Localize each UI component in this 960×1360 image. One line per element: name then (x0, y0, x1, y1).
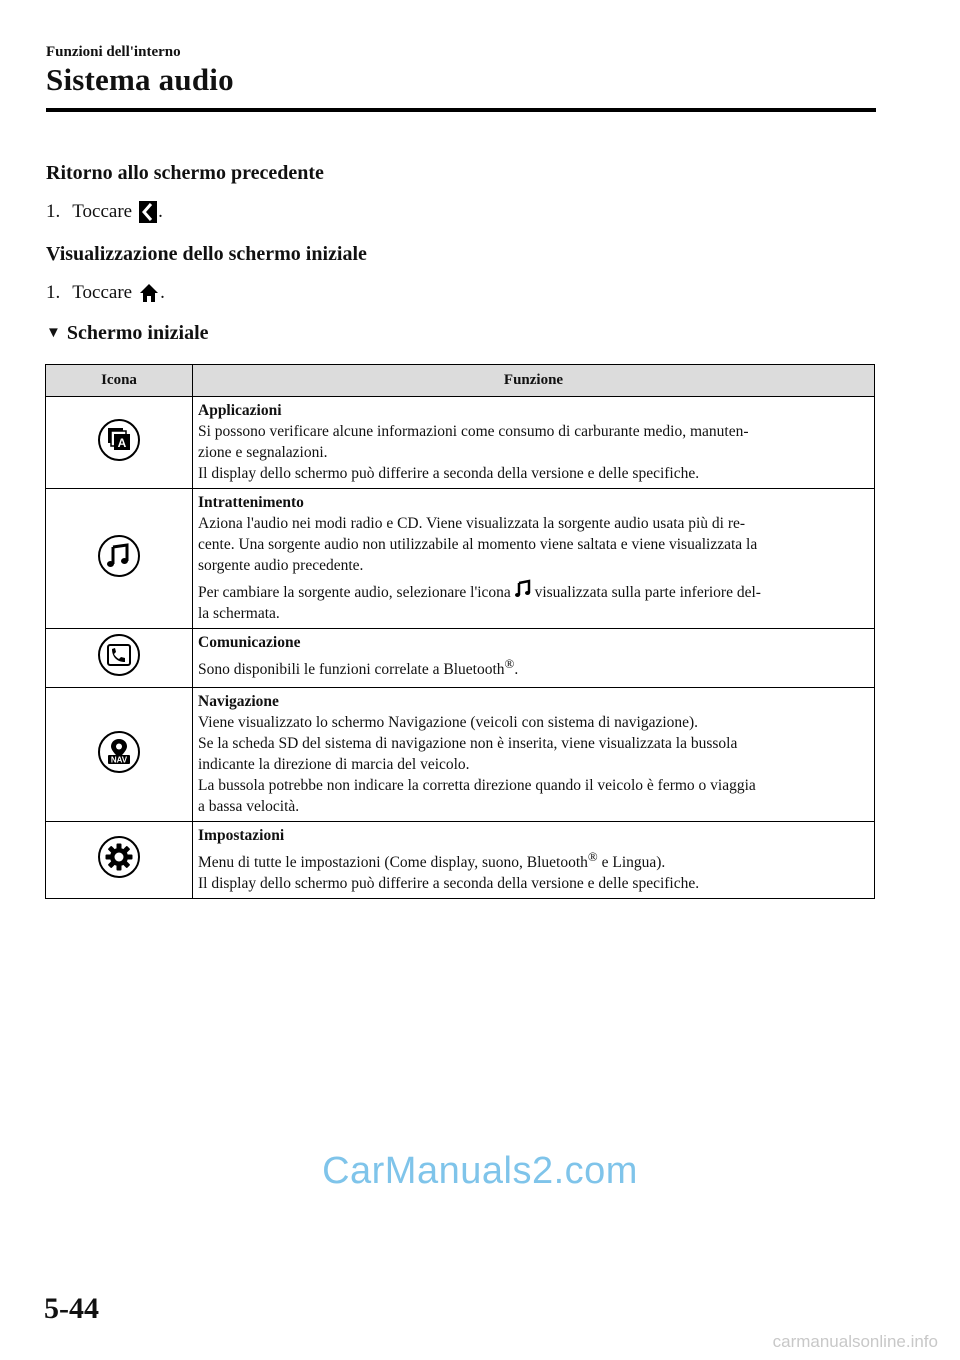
back-chevron-icon (139, 201, 157, 223)
phone-icon (97, 633, 141, 677)
table-row (46, 822, 875, 899)
function-note (198, 579, 868, 603)
home-icon (139, 283, 159, 303)
step-end: . (158, 201, 163, 222)
function-text-end: . (514, 661, 519, 679)
function-title: Impostazioni (198, 827, 285, 844)
step-end: . (160, 282, 165, 303)
table-row (46, 397, 875, 489)
settings-gear-icon (97, 835, 141, 879)
function-line: cente. Una sorgente audio non utilizzabile al momento viene saltata e viene visualizzata la (198, 536, 758, 553)
table-header-row (46, 365, 875, 397)
table-row (46, 489, 875, 629)
function-text: Sono disponibili le funzioni correlate a Bluetooth (198, 661, 505, 679)
function-cell (193, 489, 875, 629)
function-line: Aziona l'audio nei modi radio e CD. Viene visualizzata la sorgente audio usata più di re- (198, 515, 746, 532)
page-title: Sistema audio (46, 62, 234, 97)
function-line (198, 846, 868, 873)
step-text: Toccare (72, 282, 133, 303)
function-title: Applicazioni (198, 402, 282, 419)
table-row (46, 688, 875, 822)
function-text: e Lingua). (597, 854, 666, 872)
music-note-icon (515, 579, 531, 599)
section-label: Funzioni dell'interno (46, 44, 181, 60)
footer-site-text: carmanualsonline.info (772, 1332, 938, 1351)
icon-cell (46, 822, 193, 899)
function-line: Il display dello schermo può differire a seconda della versione e delle specifiche. (198, 465, 700, 482)
note-text: visualizzata sulla parte inferiore del- (534, 584, 761, 601)
home-heading: Visualizzazione dello schermo iniziale (46, 243, 367, 265)
function-cell (193, 629, 875, 688)
icon-cell (46, 397, 193, 489)
header-function-col: Funzione (193, 365, 875, 397)
function-text: Menu di tutte le impostazioni (Come display, suono, Bluetooth (198, 854, 588, 872)
function-line: Il display dello schermo può differire a seconda della versione e delle specifiche. (198, 875, 700, 893)
function-line: Se la scheda SD del sistema di navigazione non è inserita, viene visualizzata la bussola (198, 735, 738, 752)
function-title: Intrattenimento (198, 494, 304, 511)
table-row (46, 629, 875, 688)
svg-text:A: A (117, 435, 127, 450)
function-cell (193, 822, 875, 899)
navigation-icon (97, 730, 141, 774)
registered-mark: ® (504, 656, 515, 671)
function-cell (193, 688, 875, 822)
icon-cell (46, 688, 193, 822)
function-line: la schermata. (198, 605, 280, 622)
header-rule (46, 108, 876, 112)
function-line: indicante la direzione di marcia del veicolo. (198, 756, 470, 773)
step-number: 1. (46, 282, 61, 303)
header-icon-col: Icona (46, 365, 193, 397)
watermark: CarManuals2.com (322, 1150, 638, 1192)
function-line: Viene visualizzato lo schermo Navigazione (veicoli con sistema di navigazione). (198, 714, 699, 731)
function-line: Si possono verificare alcune informazioni come consumo di carburante medio, manuten- (198, 423, 749, 440)
note-text: Per cambiare la sorgente audio, selezionare l'icona (198, 584, 511, 601)
applications-icon (97, 418, 141, 462)
icon-cell (46, 629, 193, 688)
home-step (46, 282, 165, 304)
triangle-marker-icon: ▼ (46, 325, 61, 341)
function-line: a bassa velocità. (198, 798, 300, 815)
function-line: zione e segnalazioni. (198, 444, 328, 461)
nav-icon-label: NAV (110, 755, 128, 764)
function-title: Navigazione (198, 693, 279, 710)
back-heading: Ritorno allo schermo precedente (46, 162, 324, 184)
function-table (45, 364, 875, 899)
step-number: 1. (46, 201, 61, 222)
function-line: sorgente audio precedente. (198, 557, 364, 574)
music-note-icon (97, 534, 141, 578)
icon-cell (46, 489, 193, 629)
function-line: La bussola potrebbe non indicare la corretta direzione quando il veicolo è fermo o viaggia (198, 777, 756, 794)
function-title: Comunicazione (198, 634, 301, 651)
function-cell (193, 397, 875, 489)
back-step (46, 201, 163, 223)
function-line (198, 653, 868, 680)
page-number: 5-44 (44, 1292, 99, 1325)
registered-mark: ® (587, 849, 598, 864)
step-text: Toccare (72, 201, 133, 222)
subsection-heading (46, 322, 209, 345)
subsection-title: Schermo iniziale (66, 322, 209, 344)
